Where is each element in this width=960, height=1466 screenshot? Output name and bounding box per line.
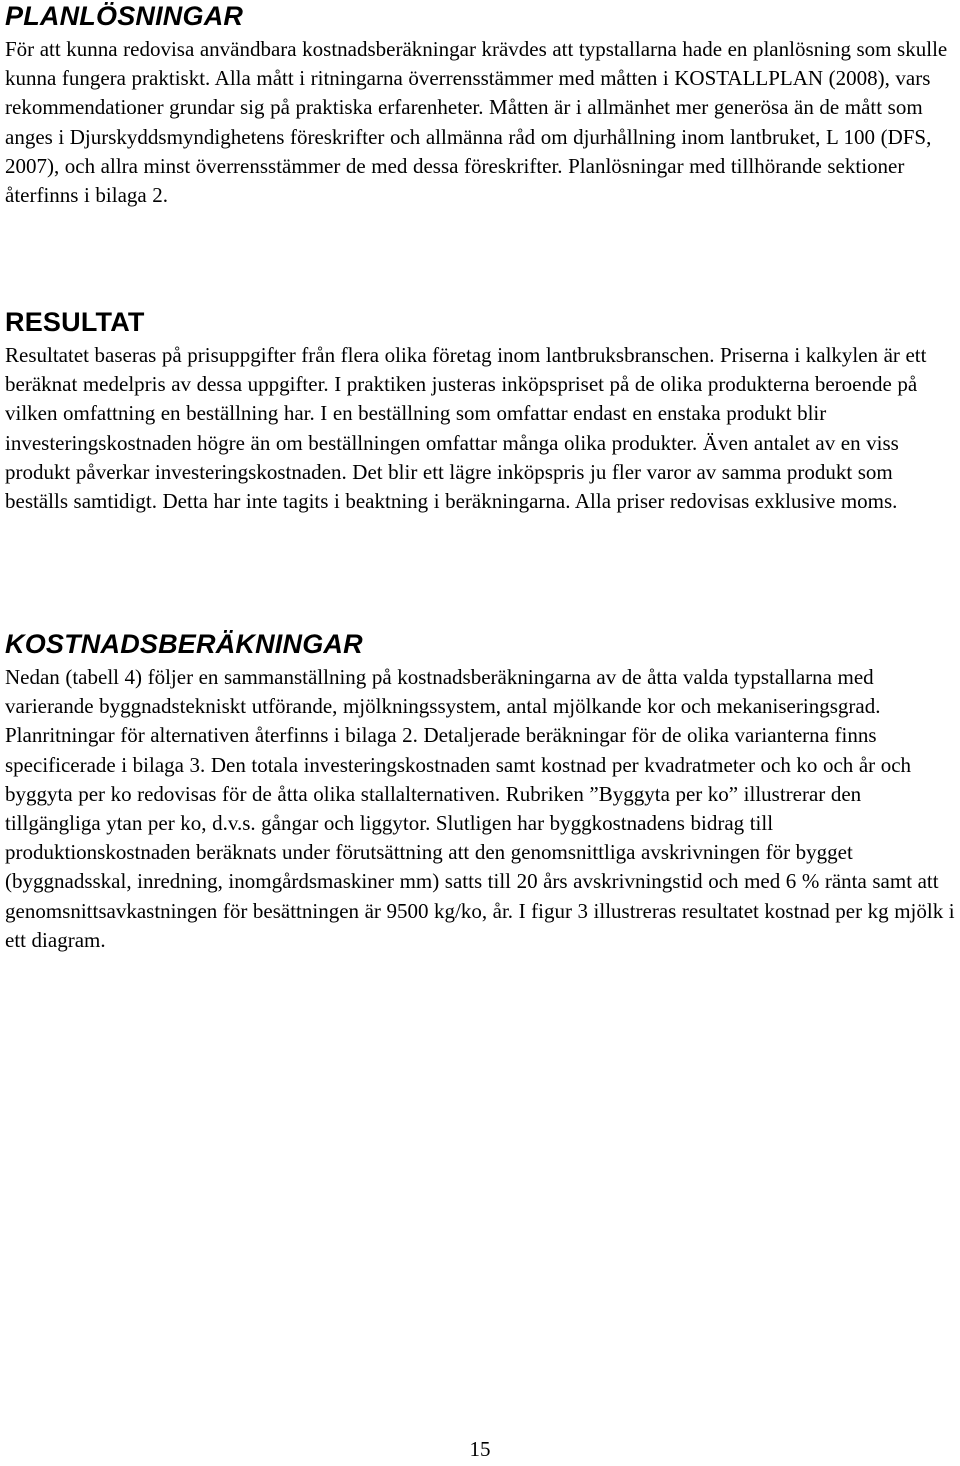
section-planlosningar: [5, 0, 957, 210]
heading-kostnadsberakningar: KOSTNADSBERÄKNINGAR: [5, 629, 363, 659]
section-resultat: [5, 306, 957, 516]
paragraph-planlosningar: För att kunna redovisa användbara kostnadsberäkningar krävdes att typstallarna hade en planlösning som skulle kunna fungera praktiskt. Alla mått i ritningarna överrensstämmer med måtten i KOSTALLPLAN (2008), vars rekommendationer grundar sig på praktiska erfarenheter. Måtten är i allmänhet mer generösa än de mått som anges i Djurskyddsmyndighetens föreskrifter och allmänna råd om djurhållning inom lantbruket, L 100 (DFS, 2007), och allra minst överrensstämmer de med dessa föreskrifter. Planlösningar med tillhörande sektioner återfinns i bilaga 2.: [5, 37, 948, 208]
heading-planlosningar: PLANLÖSNINGAR: [5, 1, 244, 31]
paragraph-kostnadsberakningar: Nedan (tabell 4) följer en sammanställning på kostnadsberäkningarna av de åtta valda typstallarna med varierande byggnadstekniskt utförande, mjölkningssystem, antal mjölkande kor och mekaniseringsgrad. Planritningar för alternativen återfinns i bilaga 2. Detaljerade beräkningar för de olika varianterna finns specificerade i bilaga 3. Den totala investeringskostnaden samt kostnad per kvadratmeter och ko och år och byggyta per ko redovisas för de åtta olika stallalternativen. Rubriken ”Byggyta per ko” illustrerar den tillgängliga ytan per ko, d.v.s. gångar och liggytor. Slutligen har byggkostnadens bidrag till produktionskostnaden beräknats under förutsättning att den genomsnittliga avskrivningen för bygget (byggnadsskal, inredning, inomgårdsmaskiner mm) satts till 20 års avskrivningstid och med 6 % ränta samt att genomsnittsavkastningen för besättningen är 9500 kg/ko, år. I figur 3 illustreras resultatet kostnad per kg mjölk i ett diagram.: [5, 665, 955, 952]
page-number: 15: [469, 1437, 491, 1461]
paragraph-resultat: Resultatet baseras på prisuppgifter från flera olika företag inom lantbruksbranschen. Priserna i kalkylen är ett beräknat medelpris av dessa uppgifter. I praktiken justeras inköpspriset på de olika produkterna beroende på vilken omfattning en beställning har. I en beställning som omfattar endast en enstaka produkt blir investeringskostnaden högre än om beställningen omfattar många olika produkter. Även antalet av en viss produkt påverkar investeringskostnaden. Det blir ett lägre inköpspris ju fler varor av samma produkt som beställs samtidigt. Detta har inte tagits i beaktning i beräkningarna. Alla priser redovisas exklusive moms.: [5, 343, 927, 514]
heading-resultat: RESULTAT: [5, 307, 145, 337]
section-kostnadsberakningar: [5, 628, 957, 955]
